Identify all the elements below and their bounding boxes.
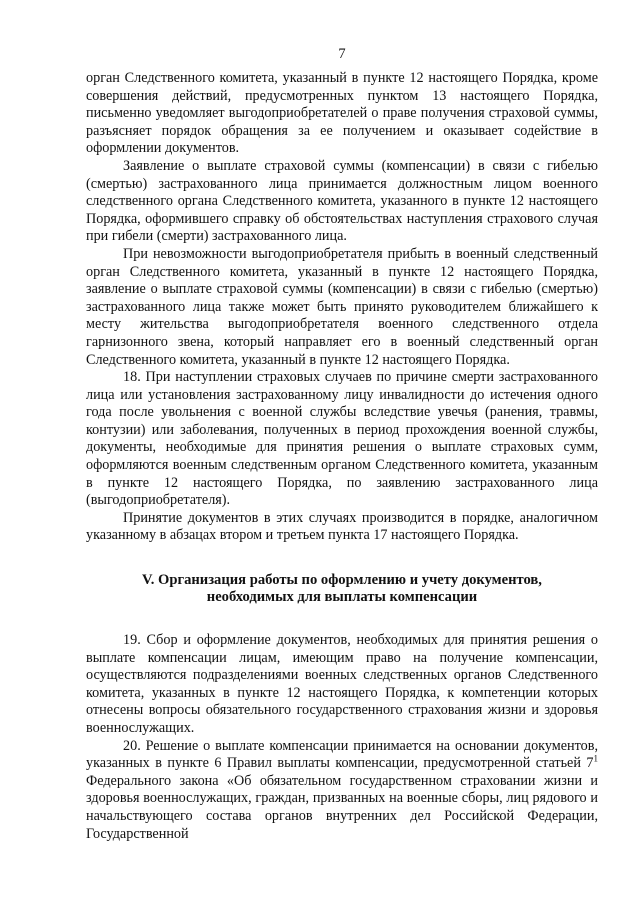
paragraph-p4: 18. При наступлении страховых случаев по причине смерти застрахованного лица или установления застрахованному лицу инвалидности до истечения одного года после увольнения с военной службы вследствие увечья (ранения, травмы, контузии) или заболевания, полученных в период прохождения военной службы, документы, необходимые для принятия решения о выплате страховых сумм, оформляются военным следственным органом Следственного комитета, указанным в пункте 12 настоящего Порядка, по заявлению застрахованного лица (выгодоприобретателя). [86,369,598,509]
section-heading-line-1: V. Организация работы по оформлению и учету документов, [142,572,542,589]
paragraph-p3: При невозможности выгодоприобретателя прибыть в военный следственный орган Следственного комитета, указанный в пункте 12 настоящего Порядка, заявление о выплате страховой суммы (компенсации) в связи с гибелью (смертью) застрахованного лица также может быть принято руководителем ближайшего к месту жительства выгодоприобретателя военного следственного отдела гарнизонного звена, который направляет его в военный следственный орган Следственного комитета, указанный в пункте 12 настоящего Порядка. [86,245,598,368]
paragraph-p1: орган Следственного комитета, указанный в пункте 12 настоящего Порядка, кроме совершения действий, предусмотренных пунктом 13 настоящего Порядка, письменно уведомляет выгодоприобретателей о праве получения страховой суммы, разъясняет порядок обращения за ее получением и оказывает содействие в оформлении документов. [86,70,598,157]
section-heading [86,572,598,605]
paragraph-p2: Заявление о выплате страховой суммы (компенсации) в связи с гибелью (смертью) застрахованного лица принимается должностным лицом военного следственного органа Следственного комитета, указанного в пункте 12 настоящего Порядка, оформившего справку об обстоятельствах наступления страхового случая при гибели (смерти) застрахованного лица. [86,157,598,245]
article-superscript: 1 [593,753,598,764]
paragraph-20-end: Федерального закона «Об обязательном государственном страховании жизни и здоровья военнослужащих, граждан, призванных на военные сборы, лиц рядового и начальствующего состава органов внутренних дел Российской Федерации, Государственной [86,772,598,842]
paragraph-group-bottom [86,632,598,738]
paragraph-20-start: 20. Решение о выплате компенсации принимается на основании документов, указанных в пункте 6 Правил выплаты компенсации, предусмотренной статьей 7 [86,737,598,772]
paragraph-20 [86,738,598,844]
document-body [86,70,598,843]
section-heading-line-2: необходимых для выплаты компенсации [206,588,478,605]
page-number: 7 [338,46,346,62]
paragraph-group-top [86,70,598,545]
paragraph-p5: Принятие документов в этих случаях производится в порядке, аналогичном указанному в абзацах втором и третьем пункта 17 настоящего Порядка. [86,509,598,544]
paragraph-p6: 19. Сбор и оформление документов, необходимых для принятия решения о выплате компенсации лицам, имеющим право на получение компенсации, осуществляются подразделениями военных следственных органов Следственного комитета, указанных в пункте 12 настоящего Порядка, к компетенции которых отнесены вопросы обязательного государственного страхования жизни и здоровья военнослужащих. [86,632,598,736]
